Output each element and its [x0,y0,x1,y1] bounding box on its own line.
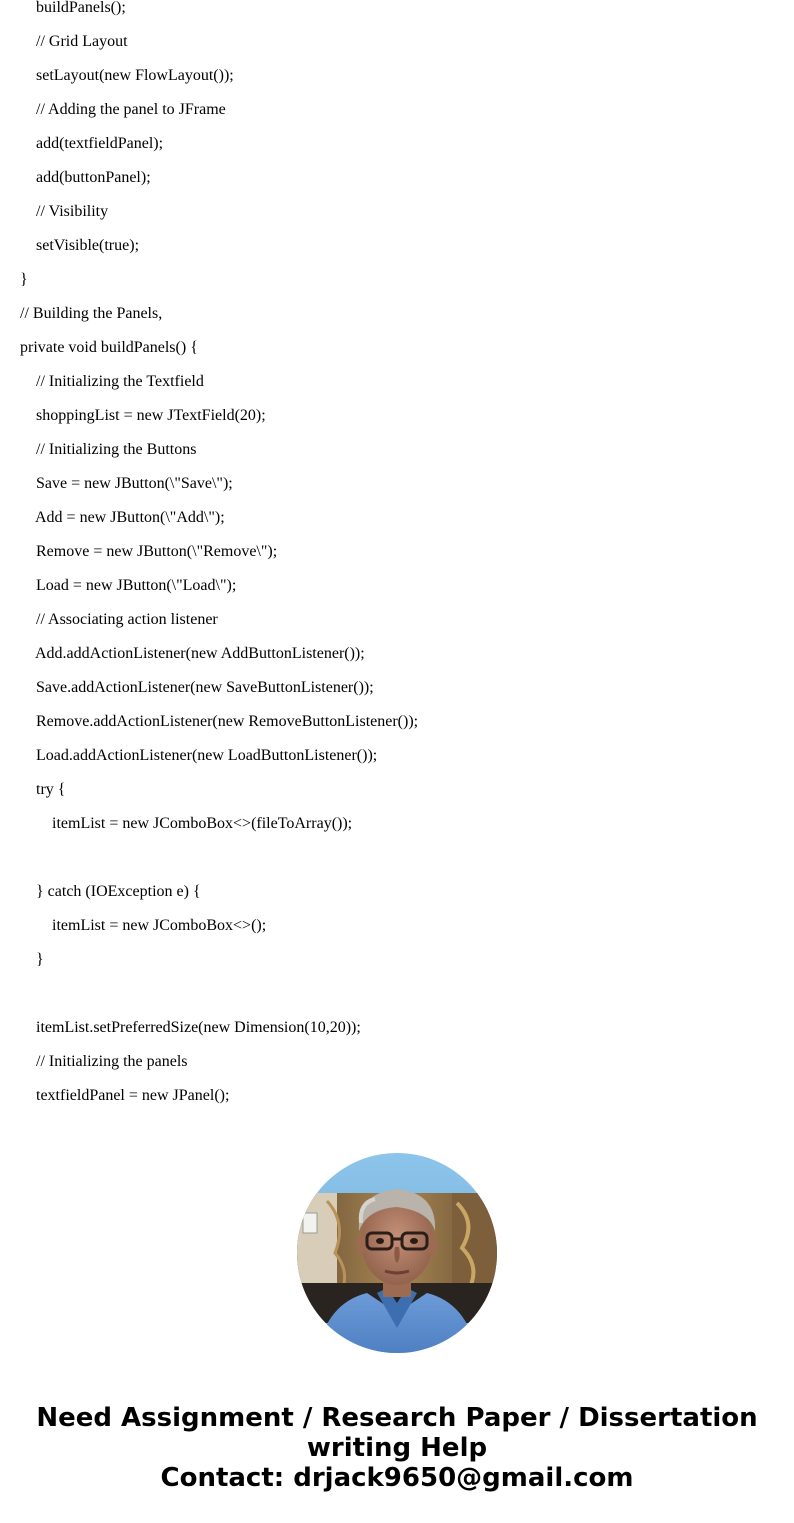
code-line: // Initializing the Textfield [36,373,204,390]
footer-line-2: writing Help [306,1433,488,1463]
author-portrait-illustration [297,1153,497,1353]
code-line: // Associating action listener [36,611,218,628]
code-line-blank [20,841,780,875]
code-line: Remove = new JButton(\"Remove\"); [36,543,278,560]
code-line: } [20,271,28,288]
code-line: textfieldPanel = new JPanel(); [36,1087,230,1104]
footer-promo [0,1403,794,1493]
code-line: Save = new JButton(\"Save\"); [36,475,233,492]
code-line: Load.addActionListener(new LoadButtonListener()); [36,747,378,764]
code-line: Save.addActionListener(new SaveButtonListener()); [36,679,374,696]
code-line: } catch (IOException e) { [36,883,201,900]
code-line: shoppingList = new JTextField(20); [36,407,266,424]
code-line: buildPanels(); [36,0,126,16]
code-line: // Adding the panel to JFrame [36,101,226,118]
code-line: Add = new JButton(\"Add\"); [35,509,225,526]
code-line: Remove.addActionListener(new RemoveButtonListener()); [36,713,419,730]
code-line: setLayout(new FlowLayout()); [36,67,234,84]
code-line: itemList = new JComboBox<>(fileToArray()); [52,815,353,832]
footer-contact: Contact: drjack9650@gmail.com [160,1463,634,1493]
code-line: itemList = new JComboBox<>(); [52,917,267,934]
code-line: private void buildPanels() { [20,339,198,356]
code-line: // Grid Layout [36,33,128,50]
code-listing [20,0,780,1113]
footer-line-1: Need Assignment / Research Paper / Dissertation [36,1403,758,1433]
code-line: } [36,951,44,968]
code-line: itemList.setPreferredSize(new Dimension(10,20)); [36,1019,361,1036]
code-line: // Visibility [36,203,109,220]
code-line: Add.addActionListener(new AddButtonListener()); [35,645,365,662]
code-line: Load = new JButton(\"Load\"); [36,577,237,594]
code-line: add(buttonPanel); [36,169,151,186]
code-line: // Building the Panels, [20,305,163,322]
code-line: // Initializing the Buttons [36,441,197,458]
code-line: setVisible(true); [36,237,140,254]
author-photo [297,1153,497,1353]
code-line-blank [20,977,780,1011]
code-line: add(textfieldPanel); [36,135,164,152]
code-line: // Initializing the panels [36,1053,188,1070]
code-line: try { [36,781,66,798]
